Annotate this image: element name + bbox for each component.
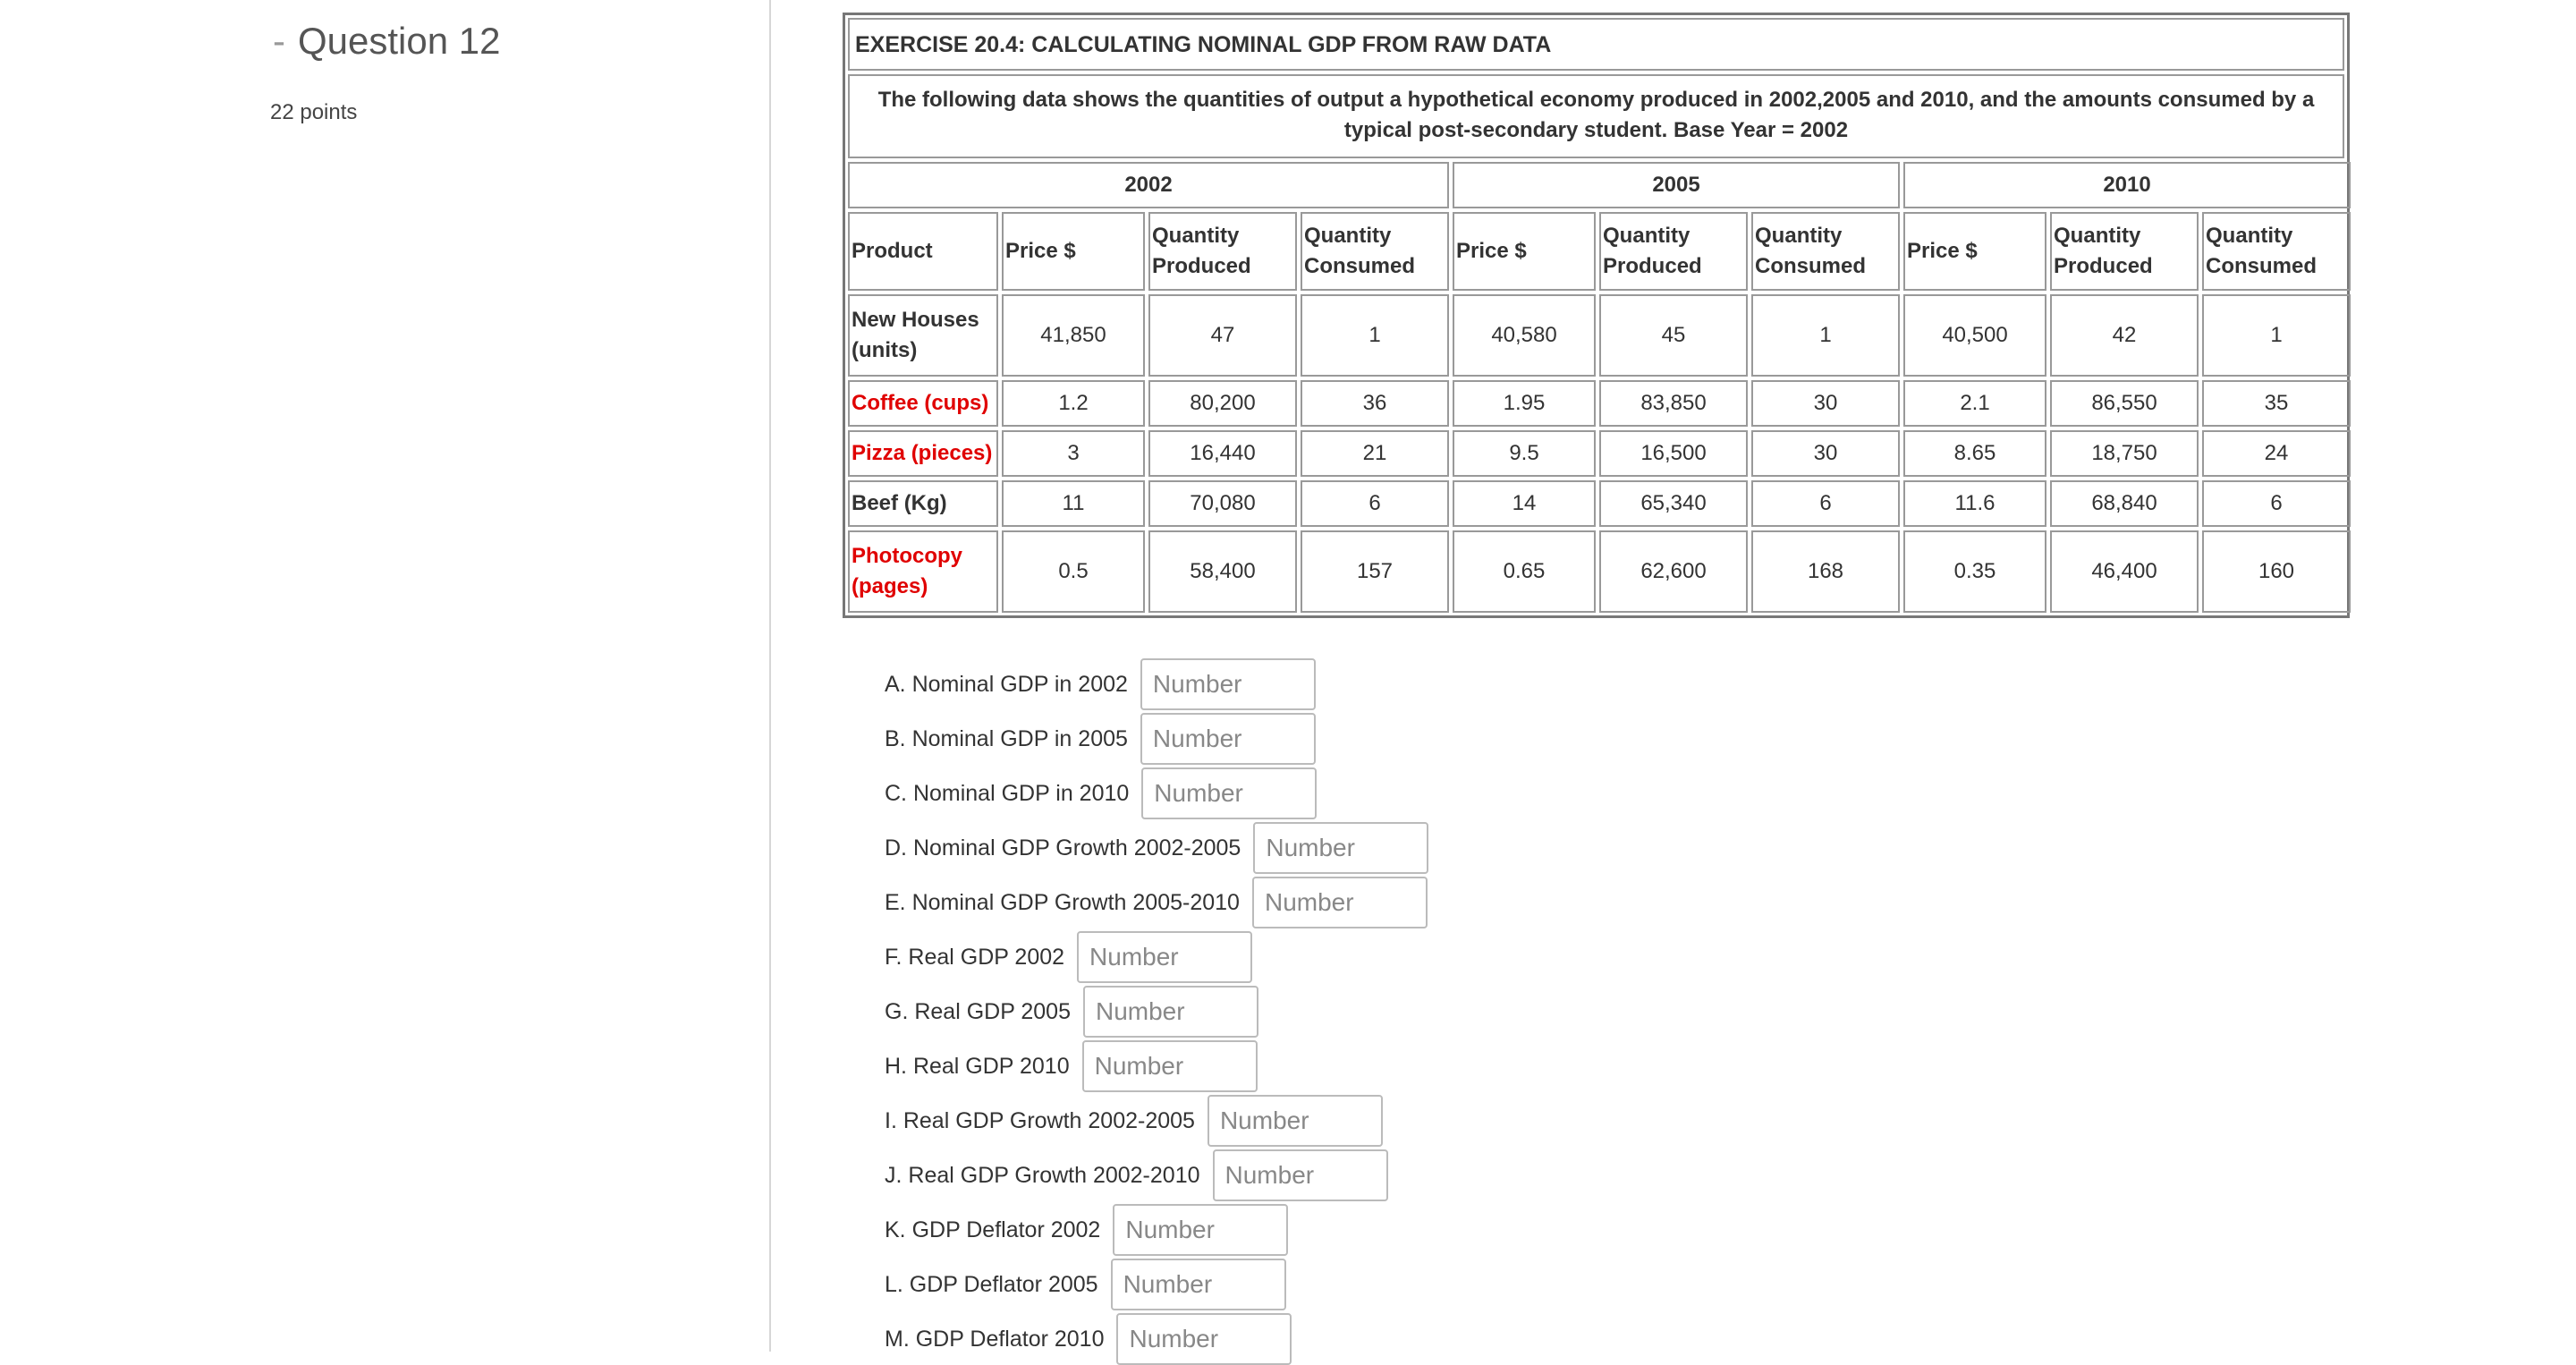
value-cell: 6 (2202, 480, 2351, 527)
product-cell: New Houses (units) (848, 294, 998, 377)
value-cell: 11.6 (1903, 480, 2046, 527)
value-cell: 0.65 (1453, 530, 1596, 613)
answer-label: F. Real GDP 2002 (885, 944, 1065, 970)
answer-label: G. Real GDP 2005 (885, 998, 1071, 1024)
value-cell: 40,500 (1903, 294, 2046, 377)
answer-row (885, 767, 1317, 819)
value-cell: 157 (1301, 530, 1449, 613)
value-cell: 14 (1453, 480, 1596, 527)
product-cell: Beef (Kg) (848, 480, 998, 527)
answer-number-input[interactable] (1116, 1313, 1292, 1365)
answer-number-input[interactable] (1083, 986, 1258, 1038)
value-cell: 58,400 (1148, 530, 1297, 613)
answer-number-input[interactable] (1140, 658, 1316, 710)
value-cell: 1.2 (1002, 380, 1145, 427)
table-row (848, 430, 2351, 477)
answer-number-input[interactable] (1141, 767, 1317, 819)
value-cell: 65,340 (1599, 480, 1748, 527)
value-cell: 30 (1751, 380, 1900, 427)
table-row (848, 380, 2351, 427)
year-header-cell: 2010 (1903, 162, 2351, 208)
data-table (844, 158, 2354, 616)
value-cell: 83,850 (1599, 380, 1748, 427)
answer-number-input[interactable] (1111, 1259, 1286, 1310)
column-header-cell: Quantity Consumed (2202, 212, 2351, 291)
product-cell: Pizza (pieces) (848, 430, 998, 477)
value-cell: 24 (2202, 430, 2351, 477)
answer-number-input[interactable] (1208, 1095, 1383, 1147)
collapse-dash-icon[interactable]: - (273, 20, 285, 62)
value-cell: 3 (1002, 430, 1145, 477)
value-cell: 18,750 (2050, 430, 2199, 477)
question-title-text: Question 12 (298, 20, 501, 62)
value-cell: 6 (1751, 480, 1900, 527)
column-header-cell: Quantity Consumed (1301, 212, 1449, 291)
table-row (848, 480, 2351, 527)
value-cell: 1 (1751, 294, 1900, 377)
value-cell: 9.5 (1453, 430, 1596, 477)
column-header-cell: Quantity Consumed (1751, 212, 1900, 291)
answer-row (885, 1149, 1388, 1201)
year-header-cell: 2005 (1453, 162, 1900, 208)
question-points: 22 points (270, 100, 358, 124)
value-cell: 46,400 (2050, 530, 2199, 613)
answer-label: E. Nominal GDP Growth 2005-2010 (885, 889, 1240, 915)
table-row (848, 530, 2351, 613)
answer-number-input[interactable] (1140, 713, 1316, 765)
year-header-row (848, 162, 2351, 208)
exercise-title: EXERCISE 20.4: CALCULATING NOMINAL GDP FROM RAW DATA (848, 18, 2344, 71)
value-cell: 41,850 (1002, 294, 1145, 377)
value-cell: 35 (2202, 380, 2351, 427)
answer-label: L. GDP Deflator 2005 (885, 1271, 1098, 1297)
value-cell: 8.65 (1903, 430, 2046, 477)
answer-label: I. Real GDP Growth 2002-2005 (885, 1107, 1195, 1133)
value-cell: 68,840 (2050, 480, 2199, 527)
answer-row (885, 986, 1258, 1038)
exercise-table-frame (843, 13, 2350, 618)
value-cell: 36 (1301, 380, 1449, 427)
value-cell: 2.1 (1903, 380, 2046, 427)
product-cell: Coffee (cups) (848, 380, 998, 427)
answer-row (885, 1095, 1383, 1147)
value-cell: 1.95 (1453, 380, 1596, 427)
answer-label: D. Nominal GDP Growth 2002-2005 (885, 835, 1241, 861)
answer-label: M. GDP Deflator 2010 (885, 1326, 1105, 1352)
answer-number-input[interactable] (1213, 1149, 1388, 1201)
value-cell: 11 (1002, 480, 1145, 527)
column-header-row (848, 212, 2351, 291)
answer-row (885, 931, 1252, 983)
answer-row (885, 1040, 1258, 1092)
value-cell: 16,440 (1148, 430, 1297, 477)
value-cell: 62,600 (1599, 530, 1748, 613)
answer-label: J. Real GDP Growth 2002-2010 (885, 1162, 1200, 1188)
value-cell: 86,550 (2050, 380, 2199, 427)
value-cell: 70,080 (1148, 480, 1297, 527)
answer-row (885, 877, 1428, 928)
answer-label: H. Real GDP 2010 (885, 1053, 1070, 1079)
answer-row (885, 658, 1316, 710)
answer-number-input[interactable] (1252, 877, 1428, 928)
value-cell: 160 (2202, 530, 2351, 613)
answer-label: C. Nominal GDP in 2010 (885, 780, 1130, 806)
answer-number-input[interactable] (1253, 822, 1428, 874)
value-cell: 0.35 (1903, 530, 2046, 613)
value-cell: 30 (1751, 430, 1900, 477)
column-header-cell: Quantity Produced (2050, 212, 2199, 291)
value-cell: 80,200 (1148, 380, 1297, 427)
answer-label: K. GDP Deflator 2002 (885, 1217, 1101, 1242)
value-cell: 6 (1301, 480, 1449, 527)
product-cell: Photocopy (pages) (848, 530, 998, 613)
table-row (848, 294, 2351, 377)
column-header-cell: Price $ (1453, 212, 1596, 291)
value-cell: 40,580 (1453, 294, 1596, 377)
column-header-cell: Price $ (1002, 212, 1145, 291)
column-header-cell: Quantity Produced (1599, 212, 1748, 291)
answer-number-input[interactable] (1082, 1040, 1258, 1092)
question-sidebar (0, 0, 771, 1352)
value-cell: 16,500 (1599, 430, 1748, 477)
answer-row (885, 1259, 1286, 1310)
answer-number-input[interactable] (1113, 1204, 1288, 1256)
answer-row (885, 822, 1428, 874)
answer-row (885, 1313, 1292, 1365)
value-cell: 47 (1148, 294, 1297, 377)
answer-row (885, 1204, 1288, 1256)
question-content (843, 13, 2350, 1352)
value-cell: 21 (1301, 430, 1449, 477)
answer-number-input[interactable] (1077, 931, 1252, 983)
value-cell: 168 (1751, 530, 1900, 613)
column-header-cell: Price $ (1903, 212, 2046, 291)
column-header-cell: Quantity Produced (1148, 212, 1297, 291)
value-cell: 45 (1599, 294, 1748, 377)
question-title (273, 20, 501, 63)
answer-label: B. Nominal GDP in 2005 (885, 725, 1128, 751)
value-cell: 1 (1301, 294, 1449, 377)
answer-row (885, 713, 1316, 765)
year-header-cell: 2002 (848, 162, 1449, 208)
value-cell: 42 (2050, 294, 2199, 377)
exercise-description: The following data shows the quantities of output a hypothetical economy produced in 2002,2005 and 2010, and the amounts consumed by a typical post-secondary student. Base Year = 2002 (848, 74, 2344, 158)
value-cell: 0.5 (1002, 530, 1145, 613)
answer-label: A. Nominal GDP in 2002 (885, 671, 1128, 697)
column-header-cell: Product (848, 212, 998, 291)
value-cell: 1 (2202, 294, 2351, 377)
